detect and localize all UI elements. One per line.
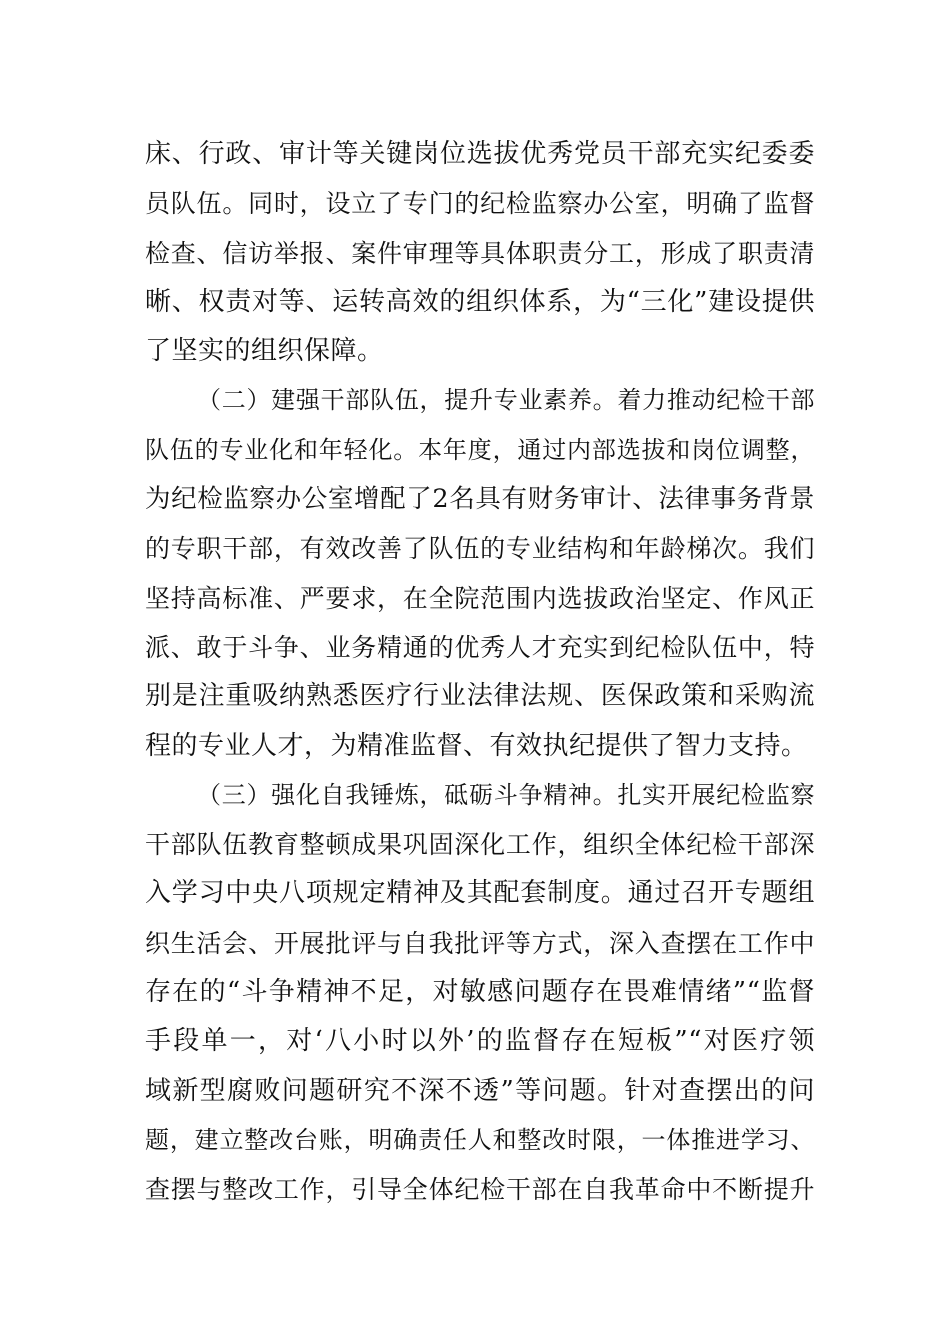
text-line: 入学习中央八项规定精神及其配套制度。通过召开专题组	[145, 878, 815, 909]
text-line: 员队伍。同时，设立了专门的纪检监察办公室，明确了监督	[145, 189, 815, 219]
text-line: 织生活会、开展批评与自我批评等方式，深入查摆在工作中	[145, 928, 815, 958]
section-heading-line: （二）建强干部队伍，提升专业素养。着力推动纪检干部	[197, 386, 815, 415]
paragraph-end-line: 程的专业人才，为精准监督、有效执纪提供了智力支持。	[145, 730, 808, 761]
body-text	[145, 130, 815, 1215]
text-line: 为纪检监察办公室增配了2名具有财务审计、法律事务背景	[145, 484, 815, 515]
paragraph-end-line: 了坚实的组织保障。	[145, 336, 384, 367]
text-line: 题，建立整改台账，明确责任人和整改时限，一体推进学习、	[145, 1125, 815, 1154]
text-line: 别是注重吸纳熟悉医疗行业法律法规、医保政策和采购流	[145, 681, 815, 712]
text-line: 查摆与整改工作，引导全体纪检干部在自我革命中不断提升	[145, 1175, 815, 1205]
text-line: 队伍的专业化和年轻化。本年度，通过内部选拔和岗位调整，	[145, 435, 815, 464]
text-line: 晰、权责对等、运转高效的组织体系，为“三化”建设提供	[145, 286, 815, 317]
text-line: 床、行政、审计等关键岗位选拔优秀党员干部充实纪委委	[145, 139, 815, 169]
text-line: 手段单一，对‘八小时以外’的监督存在短板”“对医疗领	[145, 1026, 815, 1057]
text-line: 的专职干部，有效改善了队伍的专业结构和年龄梯次。我们	[145, 534, 815, 564]
text-line: 存在的“斗争精神不足，对敏感问题存在畏难情绪”“监督	[145, 977, 815, 1008]
text-line: 域新型腐败问题研究不深不透”等问题。针对查摆出的问	[145, 1075, 815, 1106]
text-line: 坚持高标准、严要求，在全院范围内选拔政治坚定、作风正	[145, 583, 815, 613]
section-heading-line: （三）强化自我锤炼，砥砺斗争精神。扎实开展纪检监察	[197, 780, 815, 809]
text-line: 干部队伍教育整顿成果巩固深化工作，组织全体纪检干部深	[145, 830, 815, 860]
text-line: 检查、信访举报、案件审理等具体职责分工，形成了职责清	[145, 238, 815, 268]
text-line: 派、敢于斗争、业务精通的优秀人才充实到纪检队伍中，特	[145, 632, 815, 662]
